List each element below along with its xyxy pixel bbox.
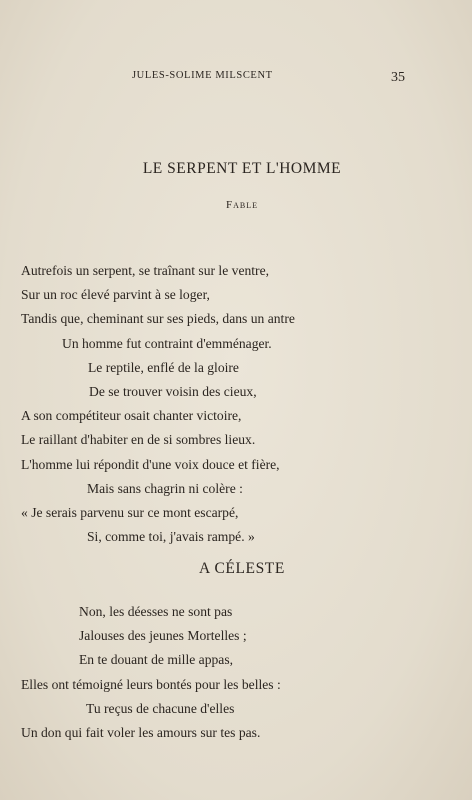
poem-line: Un homme fut contraint d'emménager. <box>62 335 272 351</box>
poem-line: En te douant de mille appas, <box>79 652 234 668</box>
poem-line: De se trouver voisin des cieux, <box>89 383 257 399</box>
poem-line: Si, comme toi, j'avais rampé. » <box>87 529 255 545</box>
page-number: 35 <box>391 70 405 85</box>
poem-line: Tandis que, cheminant sur ses pieds, dans un antre <box>21 311 295 327</box>
poem-line: Tu reçus de chacune d'elles <box>86 700 235 716</box>
poem-line: A son compétiteur osait chanter victoire, <box>21 408 242 424</box>
poem-title: A CÉLESTE <box>199 560 285 577</box>
running-head: JULES-SOLIME MILSCENT <box>132 70 273 81</box>
poem-subtitle: Fable <box>225 199 258 211</box>
poem-title: LE SERPENT ET L'HOMME <box>142 160 342 177</box>
poem-stanza <box>21 600 281 745</box>
poem-line: L'homme lui répondit d'une voix douce et fière, <box>21 456 280 472</box>
poem-stanza <box>21 259 295 549</box>
poem-line: Elles ont témoigné leurs bontés pour les belles : <box>21 676 281 692</box>
poem-line: Jalouses des jeunes Mortelles ; <box>79 628 247 644</box>
poem-line: Le raillant d'habiter en de si sombres lieux. <box>21 432 256 448</box>
poem-line: « Je serais parvenu sur ce mont escarpé, <box>21 504 239 520</box>
poem-line: Autrefois un serpent, se traînant sur le ventre, <box>21 263 270 278</box>
poem-line: Mais sans chagrin ni colère : <box>87 480 243 496</box>
poem-line: Non, les déesses ne sont pas <box>79 604 233 619</box>
poem-line: Sur un roc élevé parvint à se loger, <box>21 287 210 303</box>
poem-line: Le reptile, enflé de la gloire <box>88 359 239 375</box>
poem-line: Un don qui fait voler les amours sur tes pas. <box>21 724 261 740</box>
